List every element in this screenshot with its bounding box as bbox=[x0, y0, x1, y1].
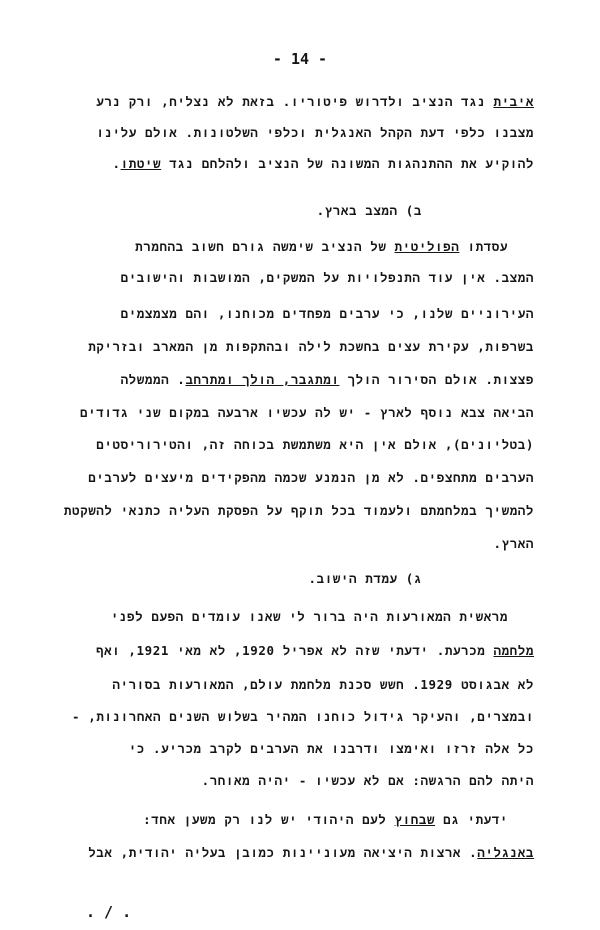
text-line: לא אבגוסט 1929. חשש סכנת מלחמת עולם, המאורעות בסוריה bbox=[112, 677, 534, 692]
text-line: העירוניים שלנו, כי ערבים מפחדים מכוחנו, והם מצמצמים bbox=[120, 306, 534, 321]
continuation-mark: . / . bbox=[86, 903, 132, 921]
text-line: להמשיך במלחמתם ולעמוד בכל תוקף על הפסקת העליה כתנאי להשקטת bbox=[63, 503, 534, 518]
section-heading: ג) עמדת הישוב. bbox=[308, 571, 422, 586]
text-line: הביאה צבא נוסף לארץ - יש לה עכשיו ארבעה במקום שני גדודים bbox=[80, 405, 534, 420]
text-line: מצבנו כלפי דעת הקהל האנגלית וכלפי השלטונות. אולם עלינו bbox=[96, 125, 534, 140]
text-line: עסדתו הפוליטית של הנציב שימשה גורם חשוב בהחמרת bbox=[135, 239, 508, 254]
text-line: כל אלה זרזו ואימצו ודרבנו את הערבים לקרב מכריע. כי bbox=[128, 741, 534, 756]
text-line: ובמצרים, והעיקר גידול כוחנו המהיר בשלוש השנים האחרונות, - bbox=[71, 709, 534, 724]
text-line: ידעתי גם שבחוץ לעם היהודי יש לנו רק משען אחד: bbox=[143, 812, 508, 827]
text-line: היתה להם הרגשה: אם לא עכשיו - יהיה מאוחר. bbox=[201, 773, 534, 788]
text-line: בשרפות, עקירת עצים בחשכת לילה ובהתקפות מן המארב ובזריקת bbox=[88, 339, 534, 354]
text-line: איבית נגד הנציב ולדרוש פיטוריו. בזאת לא נצליח, ורק נרע bbox=[96, 94, 534, 109]
text-line: (בטליונים), אולם אין היא משתמשת בכוחה זה, והטירוריסטים bbox=[96, 437, 534, 452]
section-heading: ב) המצב בארץ. bbox=[316, 203, 422, 218]
text-line: פצצות. אולם הסירור הולך ומתגבר, הולך ומתרחב. הממשלה bbox=[120, 372, 534, 387]
text-line: המצב. אין עוד התנפלויות על המשקים, המושבות והישובים bbox=[120, 270, 534, 285]
text-line: מראשית המאורעות היה ברור לי שאנו עומדים הפעם לפני bbox=[110, 609, 508, 624]
text-line: להוקיע את ההתנהגות המשונה של הנציב ולהלחם נגד שיטתו. bbox=[112, 156, 534, 171]
text-line: באנגליה. ארצות היציאה מעוניינות כמובן בעליה יהודית, אבל bbox=[88, 845, 534, 860]
text-line: הארץ. bbox=[493, 536, 534, 551]
page-number: - 14 - bbox=[272, 50, 328, 68]
text-line: הערבים מתחצפים. לא מן הנמנע שכמה מהפקידים מיעצים לערבים bbox=[88, 470, 534, 485]
text-line: מלחמה מכרעת. ידעתי שזה לא אפריל 1920, לא מאי 1921, ואף bbox=[95, 643, 534, 658]
